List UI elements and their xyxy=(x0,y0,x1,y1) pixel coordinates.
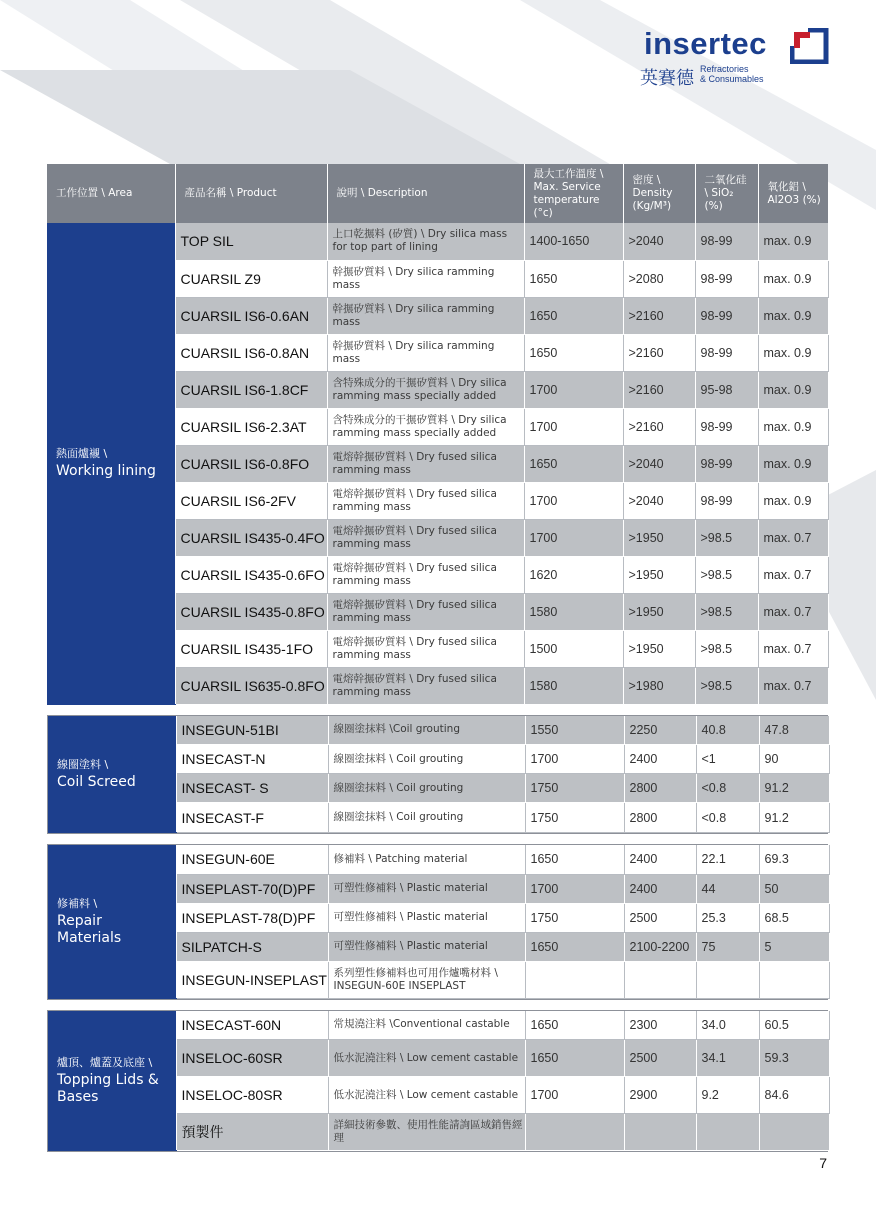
table-row xyxy=(48,716,829,745)
product-name: CUARSIL IS435-0.6FO xyxy=(175,556,327,593)
max-temp-value: 1620 xyxy=(524,556,623,593)
max-temp-value: 1650 xyxy=(525,932,624,961)
area-label-en: Repair Materials xyxy=(57,912,122,946)
al2o3-value: max. 0.9 xyxy=(758,223,828,260)
al2o3-value: max. 0.9 xyxy=(758,445,828,482)
sio2-value: 98-99 xyxy=(695,260,758,297)
al2o3-value: 84.6 xyxy=(759,1077,829,1114)
header-product: 產品名稱 \ Product xyxy=(175,164,327,223)
density-value: >2160 xyxy=(623,371,695,408)
product-name: TOP SIL xyxy=(175,223,327,260)
area-label-zh: 修補料 \ xyxy=(57,896,98,910)
area-label-en: Topping Lids & Bases xyxy=(57,1071,159,1105)
product-name: INSEGUN-60E xyxy=(176,845,328,874)
product-description: 電熔幹搌矽質料 \ Dry fused silica ramming mass xyxy=(327,593,524,630)
product-description: 線圈塗抹料 \Coil grouting xyxy=(328,716,525,745)
product-description: 電熔幹搌矽質料 \ Dry fused silica ramming mass xyxy=(327,630,524,667)
max-temp-value: 1400-1650 xyxy=(524,223,623,260)
max-temp-value: 1650 xyxy=(525,1040,624,1077)
product-description: 可塑性修補料 \ Plastic material xyxy=(328,903,525,932)
product-description: 低水泥澆注料 \ Low cement castable xyxy=(328,1040,525,1077)
product-description: 電熔幹搌矽質料 \ Dry fused silica ramming mass xyxy=(327,556,524,593)
al2o3-value: 68.5 xyxy=(759,903,829,932)
sio2-value: 98-99 xyxy=(695,445,758,482)
header-density: 密度 \ Density (Kg/M³) xyxy=(623,164,695,223)
sio2-value: <1 xyxy=(696,745,759,774)
product-description: 修補料 \ Patching material xyxy=(328,845,525,874)
al2o3-value: max. 0.9 xyxy=(758,260,828,297)
density-value: >1950 xyxy=(623,593,695,630)
header-area: 工作位置 \ Area xyxy=(47,164,175,223)
product-name: INSELOC-60SR xyxy=(176,1040,328,1077)
header-description: 說明 \ Description xyxy=(327,164,524,223)
page-number: 7 xyxy=(819,1155,827,1171)
density-value: >2160 xyxy=(623,297,695,334)
density-value: 2800 xyxy=(624,774,696,803)
density-value: >1980 xyxy=(623,667,695,704)
area-label-zh: 熱面爐襯 \ xyxy=(56,447,108,461)
density-value xyxy=(624,961,696,998)
header-al2o3: 氧化鋁 \ Al2O3 (%) xyxy=(758,164,828,223)
max-temp-value: 1700 xyxy=(525,745,624,774)
sio2-value: 22.1 xyxy=(696,845,759,874)
max-temp-value: 1500 xyxy=(524,630,623,667)
logo-wordmark: insertec xyxy=(644,26,767,61)
al2o3-value: 90 xyxy=(759,745,829,774)
sio2-value: 98-99 xyxy=(695,223,758,260)
max-temp-value: 1700 xyxy=(524,519,623,556)
product-description: 電熔幹搌矽質料 \ Dry fused silica ramming mass xyxy=(327,519,524,556)
sio2-value: 40.8 xyxy=(696,716,759,745)
al2o3-value: max. 0.9 xyxy=(758,408,828,445)
max-temp-value: 1700 xyxy=(524,482,623,519)
al2o3-value: 91.2 xyxy=(759,774,829,803)
logo-tagline xyxy=(700,64,764,84)
al2o3-value: max. 0.7 xyxy=(758,630,828,667)
al2o3-value: 91.2 xyxy=(759,803,829,833)
product-name: CUARSIL IS6-0.6AN xyxy=(175,297,327,334)
sio2-value: >98.5 xyxy=(695,667,758,704)
group-table xyxy=(48,1011,830,1152)
max-temp-value: 1750 xyxy=(525,803,624,833)
max-temp-value: 1700 xyxy=(525,874,624,903)
sio2-value: 98-99 xyxy=(695,297,758,334)
max-temp-value xyxy=(525,961,624,998)
al2o3-value: max. 0.9 xyxy=(758,297,828,334)
sio2-value: 95-98 xyxy=(695,371,758,408)
al2o3-value: 69.3 xyxy=(759,845,829,874)
density-value: >2080 xyxy=(623,260,695,297)
product-name: CUARSIL IS435-0.4FO xyxy=(175,519,327,556)
sio2-value: 98-99 xyxy=(695,482,758,519)
product-description: 線圈塗抹料 \ Coil grouting xyxy=(328,745,525,774)
al2o3-value: max. 0.9 xyxy=(758,482,828,519)
product-description: 線圈塗抹料 \ Coil grouting xyxy=(328,803,525,833)
density-value: 2800 xyxy=(624,803,696,833)
density-value: >1950 xyxy=(623,630,695,667)
al2o3-value: max. 0.7 xyxy=(758,556,828,593)
sio2-value: <0.8 xyxy=(696,803,759,833)
al2o3-value xyxy=(759,1114,829,1151)
group-table xyxy=(47,223,829,705)
max-temp-value: 1650 xyxy=(524,445,623,482)
max-temp-value: 1750 xyxy=(525,774,624,803)
density-value: >2160 xyxy=(623,408,695,445)
max-temp-value: 1650 xyxy=(524,334,623,371)
sio2-value: >98.5 xyxy=(695,519,758,556)
density-value: >2040 xyxy=(623,445,695,482)
product-name: CUARSIL IS635-0.8FO xyxy=(175,667,327,704)
al2o3-value: max. 0.9 xyxy=(758,371,828,408)
product-name: INSECAST-N xyxy=(176,745,328,774)
product-description: 上口乾搌料 (矽質) \ Dry silica mass for top part of lining xyxy=(327,223,524,260)
product-name: CUARSIL IS435-0.8FO xyxy=(175,593,327,630)
al2o3-value: max. 0.9 xyxy=(758,334,828,371)
header-row xyxy=(47,164,828,223)
density-value: >2040 xyxy=(623,223,695,260)
max-temp-value: 1700 xyxy=(524,408,623,445)
product-description: 可塑性修補料 \ Plastic material xyxy=(328,874,525,903)
max-temp-value: 1650 xyxy=(524,260,623,297)
sio2-value xyxy=(696,1114,759,1151)
product-name: CUARSIL IS435-1FO xyxy=(175,630,327,667)
sio2-value: 25.3 xyxy=(696,903,759,932)
product-name: CUARSIL IS6-2FV xyxy=(175,482,327,519)
product-description: 詳細技術參數、使用性能請詢區域銷售經理 xyxy=(328,1114,525,1151)
product-name: CUARSIL IS6-1.8CF xyxy=(175,371,327,408)
logo-chinese-name: 英賽德 xyxy=(640,68,694,89)
product-description: 電熔幹搌矽質料 \ Dry fused silica ramming mass xyxy=(327,667,524,704)
group-block-2 xyxy=(47,844,828,1000)
product-description: 常規澆注料 \Conventional castable xyxy=(328,1011,525,1040)
density-value: 2250 xyxy=(624,716,696,745)
sio2-value: 34.0 xyxy=(696,1011,759,1040)
al2o3-value: 50 xyxy=(759,874,829,903)
product-name: SILPATCH-S xyxy=(176,932,328,961)
table-row xyxy=(48,845,829,874)
product-name: INSEPLAST-70(D)PF xyxy=(176,874,328,903)
density-value: 2900 xyxy=(624,1077,696,1114)
max-temp-value xyxy=(525,1114,624,1151)
product-description: 電熔幹搌矽質料 \ Dry fused silica ramming mass xyxy=(327,482,524,519)
sio2-value: 9.2 xyxy=(696,1077,759,1114)
density-value: 2100-2200 xyxy=(624,932,696,961)
product-name: CUARSIL IS6-2.3AT xyxy=(175,408,327,445)
product-name: INSELOC-80SR xyxy=(176,1077,328,1114)
density-value: >1950 xyxy=(623,556,695,593)
area-cell xyxy=(48,1011,176,1151)
al2o3-value: max. 0.7 xyxy=(758,519,828,556)
logo-tagline-line2: & Consumables xyxy=(700,74,764,84)
area-cell xyxy=(48,716,176,833)
product-name: INSECAST-60N xyxy=(176,1011,328,1040)
product-name: INSECAST- S xyxy=(176,774,328,803)
density-value: 2400 xyxy=(624,845,696,874)
product-tables xyxy=(47,164,828,1160)
group-table xyxy=(48,716,830,834)
al2o3-value: 47.8 xyxy=(759,716,829,745)
product-description: 含特殊成分的干搌矽質料 \ Dry silica ramming mass specially added xyxy=(327,408,524,445)
product-description: 幹搌矽質料 \ Dry silica ramming mass xyxy=(327,260,524,297)
max-temp-value: 1700 xyxy=(524,371,623,408)
group-block-3 xyxy=(47,1010,828,1153)
density-value: 2400 xyxy=(624,874,696,903)
density-value: >2160 xyxy=(623,334,695,371)
product-name: INSEPLAST-78(D)PF xyxy=(176,903,328,932)
company-logo xyxy=(640,26,830,88)
product-name: CUARSIL IS6-0.8AN xyxy=(175,334,327,371)
table-row xyxy=(48,1011,829,1040)
density-value xyxy=(624,1114,696,1151)
logo-mark-icon xyxy=(790,28,830,64)
max-temp-value: 1650 xyxy=(525,845,624,874)
max-temp-value: 1650 xyxy=(525,1011,624,1040)
product-description: 線圈塗抹料 \ Coil grouting xyxy=(328,774,525,803)
product-name: INSEGUN-INSEPLAST xyxy=(176,961,328,998)
al2o3-value: 5 xyxy=(759,932,829,961)
area-label-zh: 線圈塗料 \ xyxy=(57,757,109,771)
area-cell xyxy=(47,223,175,704)
product-name: 預製件 xyxy=(176,1114,328,1151)
spec-table-header xyxy=(47,164,828,223)
al2o3-value: 60.5 xyxy=(759,1011,829,1040)
max-temp-value: 1550 xyxy=(525,716,624,745)
max-temp-value: 1700 xyxy=(525,1077,624,1114)
product-name: CUARSIL Z9 xyxy=(175,260,327,297)
sio2-value: 98-99 xyxy=(695,408,758,445)
al2o3-value xyxy=(759,961,829,998)
sio2-value: 75 xyxy=(696,932,759,961)
product-name: INSEGUN-51BI xyxy=(176,716,328,745)
area-cell xyxy=(48,845,176,998)
sio2-value: 34.1 xyxy=(696,1040,759,1077)
max-temp-value: 1650 xyxy=(524,297,623,334)
group-block-1 xyxy=(47,715,828,835)
area-label-zh: 爐頂、爐蓋及底座 \ xyxy=(57,1055,153,1069)
product-description: 幹搌矽質料 \ Dry silica ramming mass xyxy=(327,334,524,371)
product-description: 系列塑性修補料也可用作爐嘴材料 \ INSEGUN-60E INSEPLAST xyxy=(328,961,525,998)
density-value: 2400 xyxy=(624,745,696,774)
sio2-value: 98-99 xyxy=(695,334,758,371)
area-label-en: Working lining xyxy=(56,463,156,480)
al2o3-value: 59.3 xyxy=(759,1040,829,1077)
product-description: 低水泥澆注料 \ Low cement castable xyxy=(328,1077,525,1114)
density-value: 2500 xyxy=(624,1040,696,1077)
sio2-value xyxy=(696,961,759,998)
area-label-en: Coil Screed xyxy=(57,773,136,790)
max-temp-value: 1580 xyxy=(524,667,623,704)
al2o3-value: max. 0.7 xyxy=(758,667,828,704)
product-description: 幹搌矽質料 \ Dry silica ramming mass xyxy=(327,297,524,334)
sio2-value: >98.5 xyxy=(695,593,758,630)
product-name: INSECAST-F xyxy=(176,803,328,833)
sio2-value: <0.8 xyxy=(696,774,759,803)
density-value: >2040 xyxy=(623,482,695,519)
density-value: >1950 xyxy=(623,519,695,556)
product-description: 可塑性修補料 \ Plastic material xyxy=(328,932,525,961)
product-description: 含特殊成分的干搌矽質料 \ Dry silica ramming mass specially added xyxy=(327,371,524,408)
group-table xyxy=(48,845,830,999)
density-value: 2500 xyxy=(624,903,696,932)
sio2-value: 44 xyxy=(696,874,759,903)
sio2-value: >98.5 xyxy=(695,630,758,667)
header-sio2: 二氧化硅 \ SiO₂ (%) xyxy=(695,164,758,223)
al2o3-value: max. 0.7 xyxy=(758,593,828,630)
logo-tagline-line1: Refractories xyxy=(700,64,749,74)
header-max-temp: 最大工作溫度 \ Max. Service temperature (°c) xyxy=(524,164,623,223)
density-value: 2300 xyxy=(624,1011,696,1040)
product-name: CUARSIL IS6-0.8FO xyxy=(175,445,327,482)
sio2-value: >98.5 xyxy=(695,556,758,593)
table-row xyxy=(47,223,828,260)
product-description: 電熔幹搌矽質料 \ Dry fused silica ramming mass xyxy=(327,445,524,482)
max-temp-value: 1750 xyxy=(525,903,624,932)
group-block-0 xyxy=(47,223,828,705)
max-temp-value: 1580 xyxy=(524,593,623,630)
